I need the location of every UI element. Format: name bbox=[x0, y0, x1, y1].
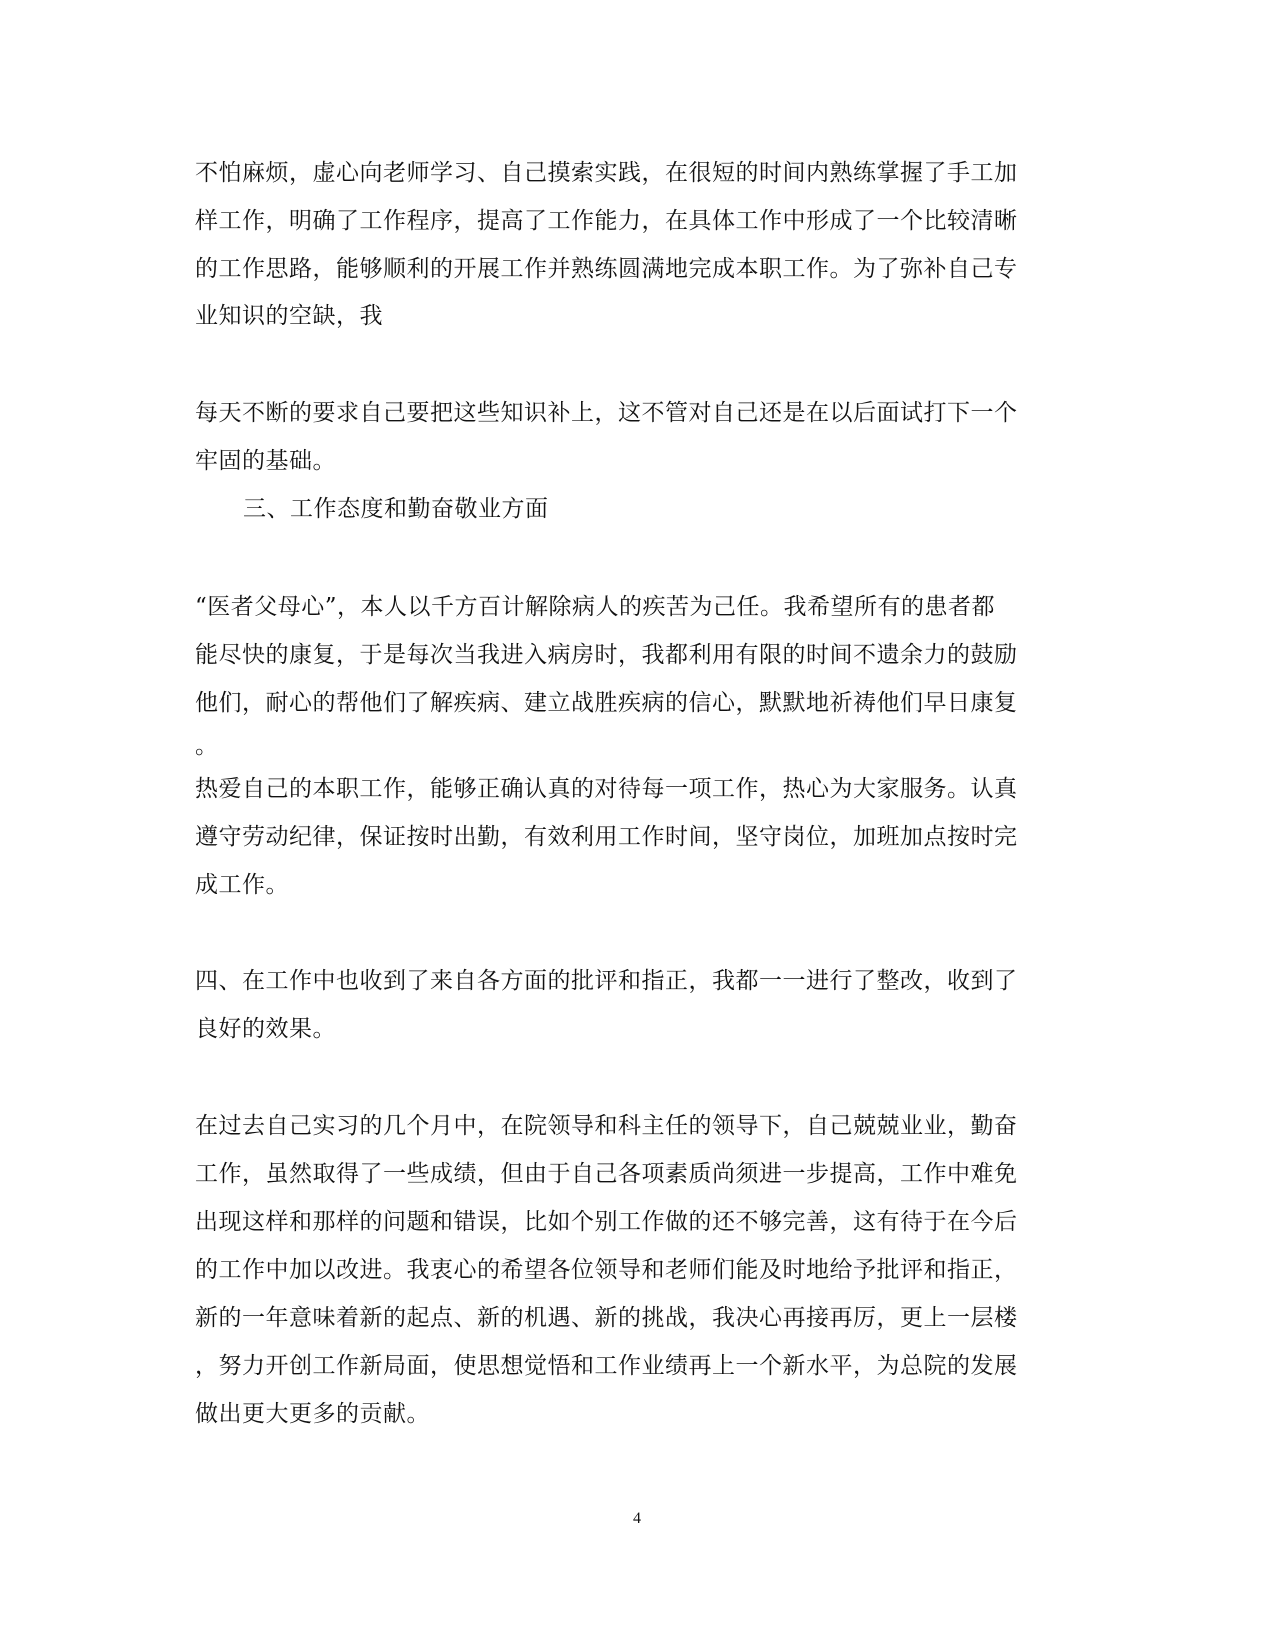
text-line: 牢固的基础。 bbox=[195, 448, 336, 474]
text-line: 成工作。 bbox=[195, 872, 289, 898]
section-heading: 三、工作态度和勤奋敬业方面 bbox=[243, 496, 549, 522]
page-number: 4 bbox=[633, 1510, 641, 1527]
text-line: 出现这样和那样的问题和错误，比如个别工作做的还不够完善，这有待于在今后 bbox=[195, 1209, 1018, 1235]
text-line: 做出更大更多的贡献。 bbox=[195, 1401, 430, 1427]
text-line: 新的一年意味着新的起点、新的机遇、新的挑战，我决心再接再厉，更上一层楼 bbox=[195, 1305, 1018, 1331]
text-line: 遵守劳动纪律，保证按时出勤，有效利用工作时间，坚守岗位，加班加点按时完 bbox=[195, 824, 1018, 850]
text-line: 在过去自己实习的几个月中，在院领导和科主任的领导下，自己兢兢业业，勤奋 bbox=[195, 1113, 1018, 1139]
text-line: 样工作，明确了工作程序，提高了工作能力，在具体工作中形成了一个比较清晰 bbox=[195, 208, 1018, 234]
text-line: 他们，耐心的帮他们了解疾病、建立战胜疾病的信心，默默地祈祷他们早日康复 bbox=[195, 690, 1018, 716]
text-line: 每天不断的要求自己要把这些知识补上，这不管对自己还是在以后面试打下一个 bbox=[195, 400, 1018, 426]
text-line: “医者父母心”，本人以千方百计解除病人的疾苦为己任。我希望所有的患者都 bbox=[195, 594, 996, 620]
text-line: 良好的效果。 bbox=[195, 1016, 336, 1042]
text-line: ，努力开创工作新局面，使思想觉悟和工作业绩再上一个新水平，为总院的发展 bbox=[195, 1353, 1018, 1379]
text-line: 的工作中加以改进。我衷心的希望各位领导和老师们能及时地给予批评和指正， bbox=[195, 1257, 1018, 1283]
text-line: 。 bbox=[195, 733, 219, 759]
text-line: 四、在工作中也收到了来自各方面的批评和指正，我都一一进行了整改，收到了 bbox=[195, 968, 1018, 994]
text-line: 工作，虽然取得了一些成绩，但由于自己各项素质尚须进一步提高，工作中难免 bbox=[195, 1161, 1018, 1187]
text-line: 能尽快的康复，于是每次当我进入病房时，我都利用有限的时间不遗余力的鼓励 bbox=[195, 642, 1018, 668]
text-line: 业知识的空缺，我 bbox=[195, 303, 383, 329]
text-line: 的工作思路，能够顺利的开展工作并熟练圆满地完成本职工作。为了弥补自己专 bbox=[195, 256, 1018, 282]
text-line: 热爱自己的本职工作，能够正确认真的对待每一项工作，热心为大家服务。认真 bbox=[195, 776, 1018, 802]
text-line: 不怕麻烦，虚心向老师学习、自己摸索实践，在很短的时间内熟练掌握了手工加 bbox=[195, 160, 1018, 186]
